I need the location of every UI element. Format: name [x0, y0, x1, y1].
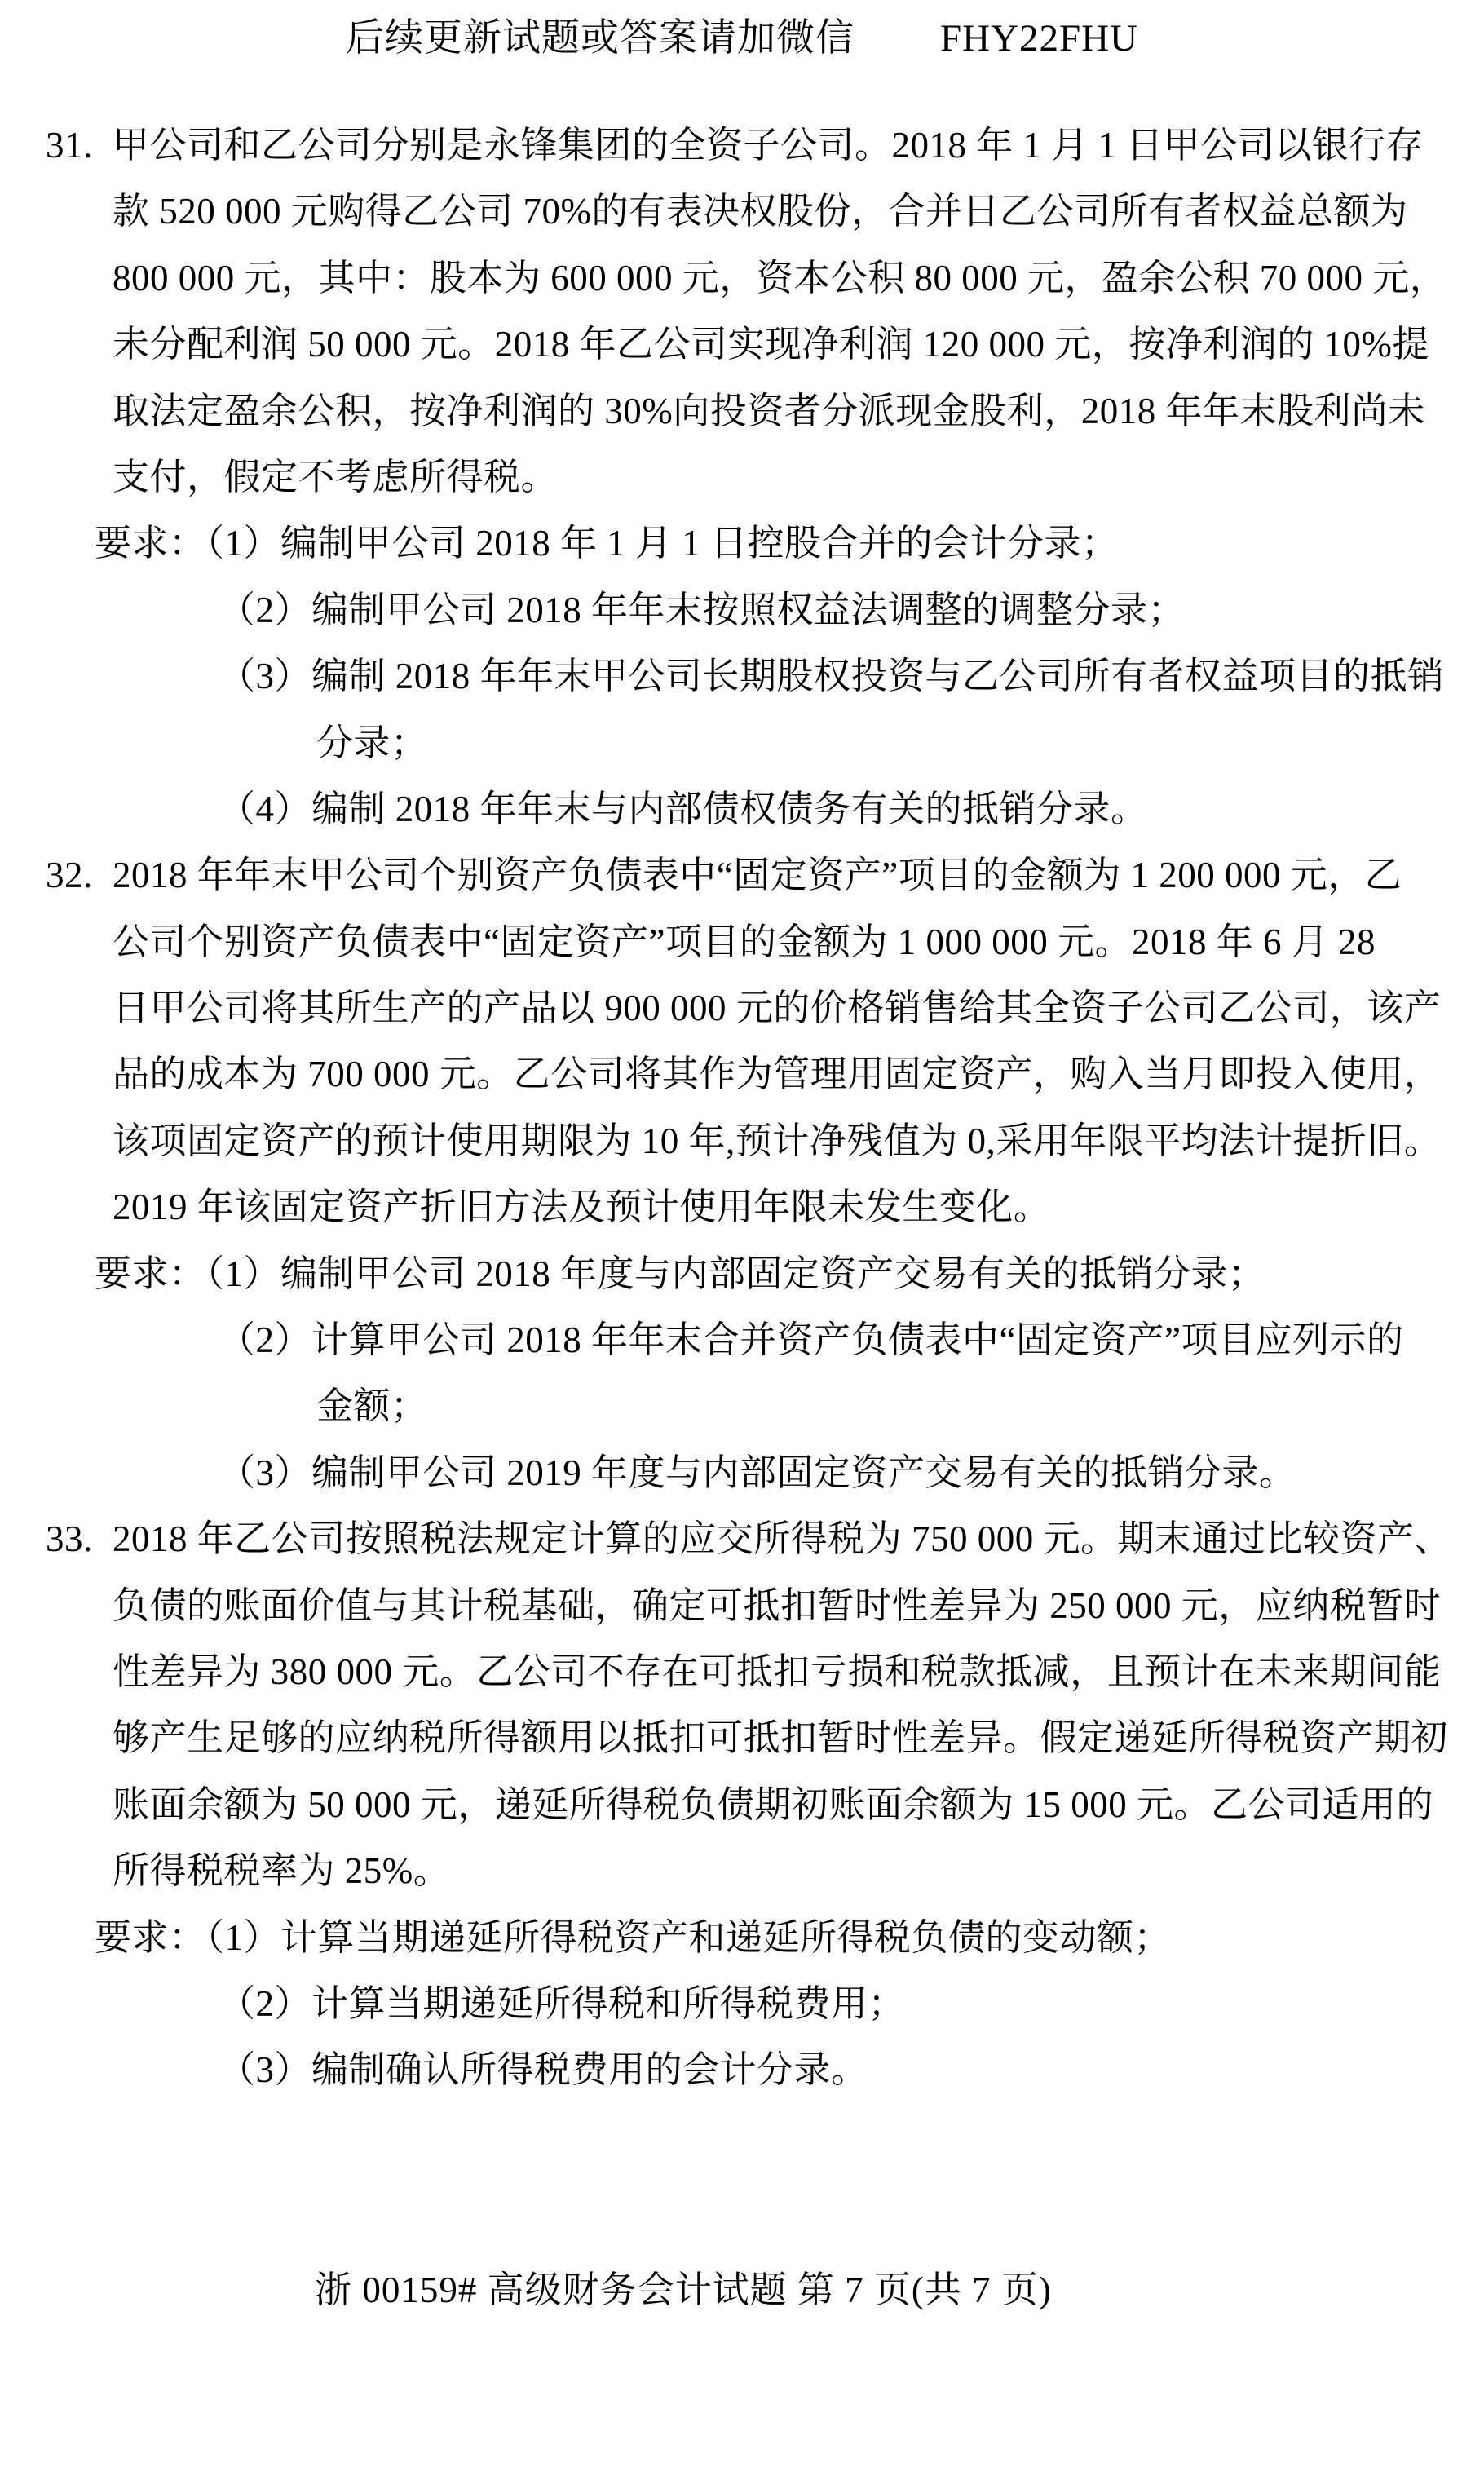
q33-requirement-1: 要求：（1）计算当期递延所得税资产和递延所得税负债的变动额； [95, 1916, 1172, 1958]
q31-requirement-1: 要求：（1）编制甲公司 2018 年 1 月 1 日控股合并的会计分录； [95, 523, 1119, 564]
exam-content [0, 113, 1484, 2104]
q32-requirement-2-continuation: 金额； [316, 1385, 428, 1427]
q33-body-line-3: 性差异为 380 000 元。乙公司不存在可抵扣亏损和税款抵减，且预计在未来期间能 [113, 1651, 1442, 1692]
q32-requirement-1: 要求：（1）编制甲公司 2018 年度与内部固定资产交易有关的抵销分录； [95, 1253, 1265, 1294]
q32-body-line-4: 品的成本为 700 000 元。乙公司将其作为管理用固定资产，购入当月即投入使用， [113, 1054, 1442, 1095]
q33-body-line-5: 账面余额为 50 000 元，递延所得税负债期初账面余额为 15 000 元。乙公司适用的 [113, 1783, 1434, 1825]
q32-requirement-2: （2）计算甲公司 2018 年年末合并资产负债表中“固定资产”项目应列示的 [219, 1319, 1404, 1361]
q31-body-line-6: 支付，假定不考虑所得税。 [113, 456, 559, 497]
header-wechat-code: FHY22FHU [939, 17, 1139, 60]
q31-body-line-4: 未分配利润 50 000 元。2018 年乙公司实现净利润 120 000 元，按净利润的 10%提 [113, 324, 1429, 365]
header-notice-text: 后续更新试题或答案请加微信 [345, 17, 855, 60]
q31-body-text-1: 甲公司和乙公司分别是永锋集团的全资子公司。2018 年 1 月 1 日甲公司以银行存 [113, 125, 1424, 166]
q31-requirement-2: （2）编制甲公司 2018 年年末按照权益法调整的调整分录； [219, 589, 1186, 630]
q33-body-line-4: 够产生足够的应纳税所得额用以抵扣可抵扣暂时性差异。假定递延所得税资产期初 [113, 1717, 1449, 1759]
page-footer [0, 2265, 1484, 2314]
q31-requirement-3-continuation: 分录； [316, 722, 428, 763]
q31-body-line-3: 800 000 元，其中：股本为 600 000 元，资本公积 80 000 元，盈余公积 70 000 元， [113, 257, 1447, 298]
q32-body-line-3: 日甲公司将其所生产的产品以 900 000 元的价格销售给其全资子公司乙公司，该产 [113, 988, 1442, 1029]
q31-body-line-1 [0, 113, 1484, 179]
q33-body-line-2: 负债的账面价值与其计税基础，确定可抵扣暂时性差异为 250 000 元，应纳税暂时 [113, 1584, 1442, 1626]
q33-body-line-1 [0, 1506, 1484, 1572]
q33-question-number: 33. [46, 1518, 93, 1560]
q33-body-text-1: 2018 年乙公司按照税法规定计算的应交所得税为 750 000 元。期末通过比较资产、 [113, 1518, 1452, 1560]
q31-requirement-4: （4）编制 2018 年年末与内部债权债务有关的抵销分录。 [219, 788, 1148, 829]
q33-body-line-6: 所得税税率为 25%。 [113, 1850, 451, 1892]
q31-body-line-5: 取法定盈余公积，按净利润的 30%向投资者分派现金股利，2018 年年末股利尚未 [113, 390, 1425, 431]
q32-question-number: 32. [46, 855, 93, 896]
q32-body-line-5: 该项固定资产的预计使用期限为 10 年,预计净残值为 0,采用年限平均法计提折旧。 [113, 1120, 1442, 1161]
q32-body-line-2: 公司个别资产负债表中“固定资产”项目的金额为 1 000 000 元。2018 年 6 月 28 [113, 921, 1376, 962]
q32-body-text-1: 2018 年年末甲公司个别资产负债表中“固定资产”项目的金额为 1 200 000 元，乙 [113, 855, 1402, 896]
q32-requirement-3: （3）编制甲公司 2019 年度与内部固定资产交易有关的抵销分录。 [219, 1452, 1296, 1493]
q31-question-number: 31. [46, 125, 93, 166]
q32-body-line-1 [0, 842, 1484, 908]
q31-body-line-2: 款 520 000 元购得乙公司 70%的有表决权股份，合并日乙公司所有者权益总额为 [113, 191, 1408, 232]
q32-body-line-6: 2019 年该固定资产折旧方法及预计使用年限未发生变化。 [113, 1187, 1051, 1228]
q31-requirement-3: （3）编制 2018 年年末甲公司长期股权投资与乙公司所有者权益项目的抵销 [219, 656, 1445, 697]
page-header [0, 13, 1484, 64]
q33-requirement-3: （3）编制确认所得税费用的会计分录。 [219, 2049, 868, 2091]
footer-text: 浙 00159# 高级财务会计试题 第 7 页(共 7 页) [315, 2269, 1052, 2310]
q33-requirement-2: （2）计算当期递延所得税和所得税费用； [219, 1982, 906, 2024]
